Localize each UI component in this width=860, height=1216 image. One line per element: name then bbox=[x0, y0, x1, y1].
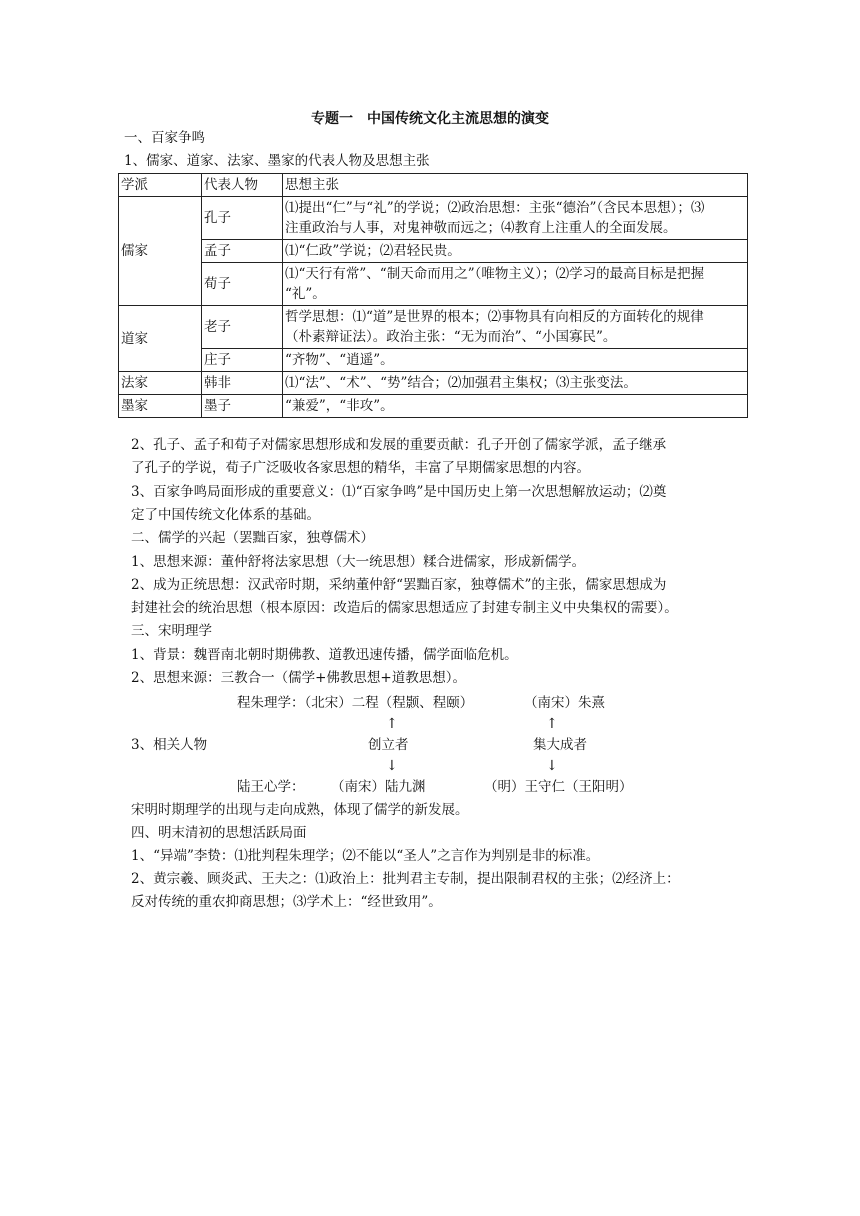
founder-label: 创立者 bbox=[368, 737, 409, 753]
school-cell: 法家 bbox=[119, 372, 202, 395]
section-1-item-2-line-2: 了孔子的学说，荀子广泛吸收各家思想的精华，丰富了早期儒家思想的内容。 bbox=[131, 460, 590, 476]
wang-shouren-label: （明）王守仁（王阳明） bbox=[484, 779, 633, 795]
idea-line: （朴素辩证法）。政治主张：“无为而治”、“小国寡民”。 bbox=[285, 329, 617, 345]
header-school: 学派 bbox=[119, 174, 202, 197]
idea-cell: ⑴“仁政”学说；⑵君轻民贵。 bbox=[283, 240, 748, 263]
down-arrow-icon: ↓ bbox=[546, 758, 558, 774]
section-3-item-1: 1、背景：魏晋南北朝时期佛教、道教迅速传播，儒学面临危机。 bbox=[131, 647, 518, 663]
idea-cell bbox=[283, 306, 748, 349]
table-row bbox=[119, 372, 748, 395]
section-4-item-2-line-1: 2、黄宗羲、顾炎武、王夫之：⑴政治上：批判君主专制，提出限制君权的主张；⑵经济上： bbox=[131, 871, 680, 887]
idea-cell: ⑴“法”、“术”、“势”结合；⑵加强君主集权；⑶主张变法。 bbox=[283, 372, 748, 395]
person-cell: 老子 bbox=[202, 306, 283, 349]
schools-table bbox=[118, 173, 748, 418]
section-2-heading: 二、儒学的兴起（罢黜百家，独尊儒术） bbox=[131, 530, 374, 546]
table-row bbox=[119, 306, 748, 349]
table-row bbox=[119, 240, 748, 263]
header-idea: 思想主张 bbox=[283, 174, 748, 197]
table-row bbox=[119, 263, 748, 306]
section-4-heading: 四、明末清初的思想活跃局面 bbox=[131, 825, 307, 841]
table-row bbox=[119, 197, 748, 240]
school-cell: 儒家 bbox=[119, 197, 202, 306]
section-1-item-3-line-2: 定了中国传统文化体系的基础。 bbox=[131, 507, 320, 523]
idea-cell bbox=[283, 197, 748, 240]
idea-line: ⑴提出“仁”与“礼”的学说；⑵政治思想：主张“德治”（含民本思想）；⑶ bbox=[285, 200, 705, 216]
table-header-row bbox=[119, 174, 748, 197]
table-row bbox=[119, 349, 748, 372]
master-label: 集大成者 bbox=[533, 737, 587, 753]
section-1-item-3-line-1: 3、百家争鸣局面形成的重要意义：⑴“百家争鸣”是中国历史上第一次思想解放运动；⑵奠 bbox=[131, 484, 667, 500]
school-cell: 墨家 bbox=[119, 395, 202, 418]
person-cell: 孟子 bbox=[202, 240, 283, 263]
table-row bbox=[119, 395, 748, 418]
section-4-item-2-line-2: 反对传统的重农抑商思想；⑶学术上：“经世致用”。 bbox=[131, 894, 442, 910]
idea-line: 注重政治与人事，对鬼神敬而远之；⑷教育上注重人的全面发展。 bbox=[285, 220, 677, 236]
header-person: 代表人物 bbox=[202, 174, 283, 197]
section-2-item-1: 1、思想来源：董仲舒将法家思想（大一统思想）糅合进儒家，形成新儒学。 bbox=[131, 554, 586, 570]
cheng-zhu-label: 程朱理学：（北宋）二程（程颢、程颐） bbox=[237, 695, 474, 711]
idea-cell: “兼爱”，“非攻”。 bbox=[283, 395, 748, 418]
section-3-summary: 宋明时期理学的出现与走向成熟，体现了儒学的新发展。 bbox=[131, 802, 469, 818]
section-1-item-2-line-1: 2、孔子、孟子和荀子对儒家思想形成和发展的重要贡献：孔子开创了儒家学派，孟子继承 bbox=[131, 437, 667, 453]
section-3-heading: 三、宋明理学 bbox=[131, 623, 212, 639]
down-arrow-icon: ↓ bbox=[386, 758, 398, 774]
idea-cell bbox=[283, 263, 748, 306]
lu-jiuyuan-label: （南宋）陆九渊 bbox=[331, 779, 426, 795]
section-3-item-3: 3、相关人物 bbox=[131, 737, 208, 753]
school-cell: 道家 bbox=[119, 306, 202, 372]
up-arrow-icon: ↑ bbox=[386, 716, 398, 732]
idea-cell: “齐物”、“逍遥”。 bbox=[283, 349, 748, 372]
lu-wang-label: 陆王心学： bbox=[237, 779, 305, 795]
section-2-item-2-line-2: 封建社会的统治思想（根本原因：改造后的儒家思想适应了封建专制主义中央集权的需要）。 bbox=[131, 600, 678, 616]
document-title: 专题一 中国传统文化主流思想的演变 bbox=[311, 111, 549, 127]
section-4-item-1: 1、“异端”李贽：⑴批判程朱理学；⑵不能以“圣人”之言作为判别是非的标准。 bbox=[131, 848, 600, 864]
section-2-item-2-line-1: 2、成为正统思想：汉武帝时期，采纳董仲舒“罢黜百家，独尊儒术”的主张，儒家思想成为 bbox=[131, 577, 667, 593]
person-cell: 墨子 bbox=[202, 395, 283, 418]
person-cell: 庄子 bbox=[202, 349, 283, 372]
idea-line: ⑴“天行有常”、“制天命而用之”（唯物主义）；⑵学习的最高目标是把握 bbox=[285, 266, 705, 282]
idea-line: “礼”。 bbox=[285, 286, 326, 302]
person-cell: 韩非 bbox=[202, 372, 283, 395]
section-1-heading: 一、百家争鸣 bbox=[124, 130, 205, 146]
up-arrow-icon: ↑ bbox=[546, 716, 558, 732]
section-3-item-2: 2、思想来源：三教合一（儒学+佛教思想+道教思想）。 bbox=[131, 670, 466, 686]
idea-line: 哲学思想：⑴“道”是世界的根本；⑵事物具有向相反的方面转化的规律 bbox=[285, 309, 704, 325]
section-1-item-1: 1、儒家、道家、法家、墨家的代表人物及思想主张 bbox=[124, 153, 430, 169]
person-cell: 孔子 bbox=[202, 197, 283, 240]
zhu-xi-label: （南宋）朱熹 bbox=[524, 695, 605, 711]
person-cell: 荀子 bbox=[202, 263, 283, 306]
